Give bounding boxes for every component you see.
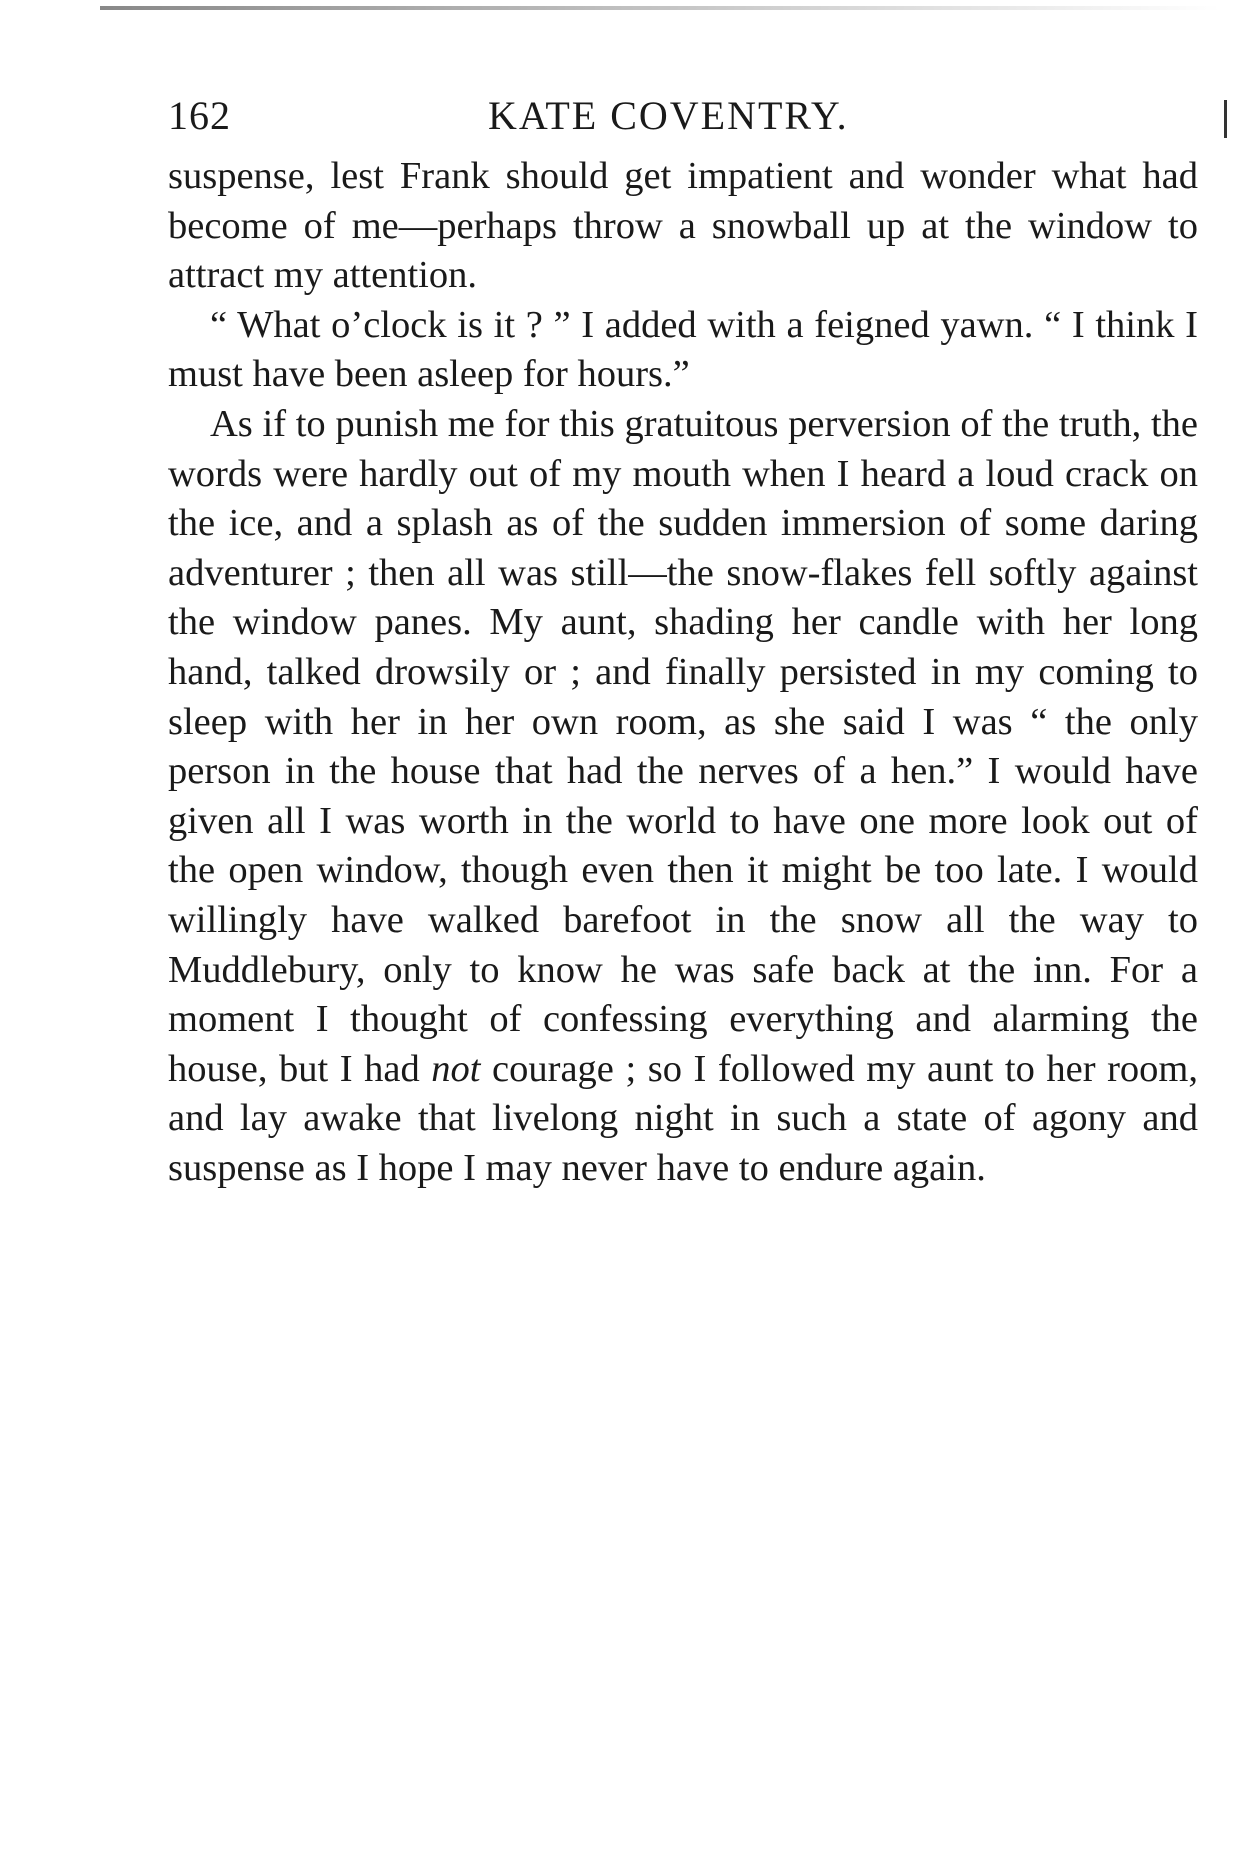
margin-mark: [1224, 100, 1227, 138]
paragraph-3-italic: not: [431, 1047, 481, 1090]
running-head: [168, 92, 1198, 152]
paragraph-3-text-b: courage ; so I followed my aunt to her room, and lay awake that livelong night in such a state of agony and suspense as I hope I may never have to endure again.: [168, 1047, 1199, 1189]
paragraph-3-text-a: As if to punish me for this gratuitous perversion of the truth, the words were hardly out of my mouth when I heard a loud crack on the ice, and a splash as of the sudden immersion of some daring adventurer ; then all was still—the snow-flakes fell softly against the window panes. My aunt, shading her candle with her long hand, talked drowsily or ; and finally persisted in my coming to sleep with her in her own room, as she said I was “ the only person in the house that had the nerves of a hen.” I would have given all I was worth in the world to have one more look out of the open window, though even then it might be too late. I would willingly have walked barefoot in the snow all the way to Muddlebury, only to know he was safe back at the inn. For a moment I thought of confessing everything and alarming the house, but I had: [168, 402, 1198, 1090]
paragraph-1-text: suspense, lest Frank should get impatient and wonder what had become of me—perhaps throw a snowball up at the window to attract my attention.: [168, 155, 1198, 297]
page-number: 162: [168, 93, 231, 138]
paragraph-3: [168, 400, 1198, 1194]
body-text: [168, 152, 1198, 1193]
running-title: KATE COVENTRY.: [488, 93, 849, 138]
paragraph-2-text: “ What o’clock is it ? ” I added with a feigned yawn. “ I think I must have been asleep for hours.”: [168, 303, 1198, 396]
book-page: [168, 92, 1198, 1193]
scan-edge-artifact: [100, 6, 1220, 10]
paragraph-2: [168, 301, 1198, 400]
paragraph-1: [168, 152, 1198, 301]
